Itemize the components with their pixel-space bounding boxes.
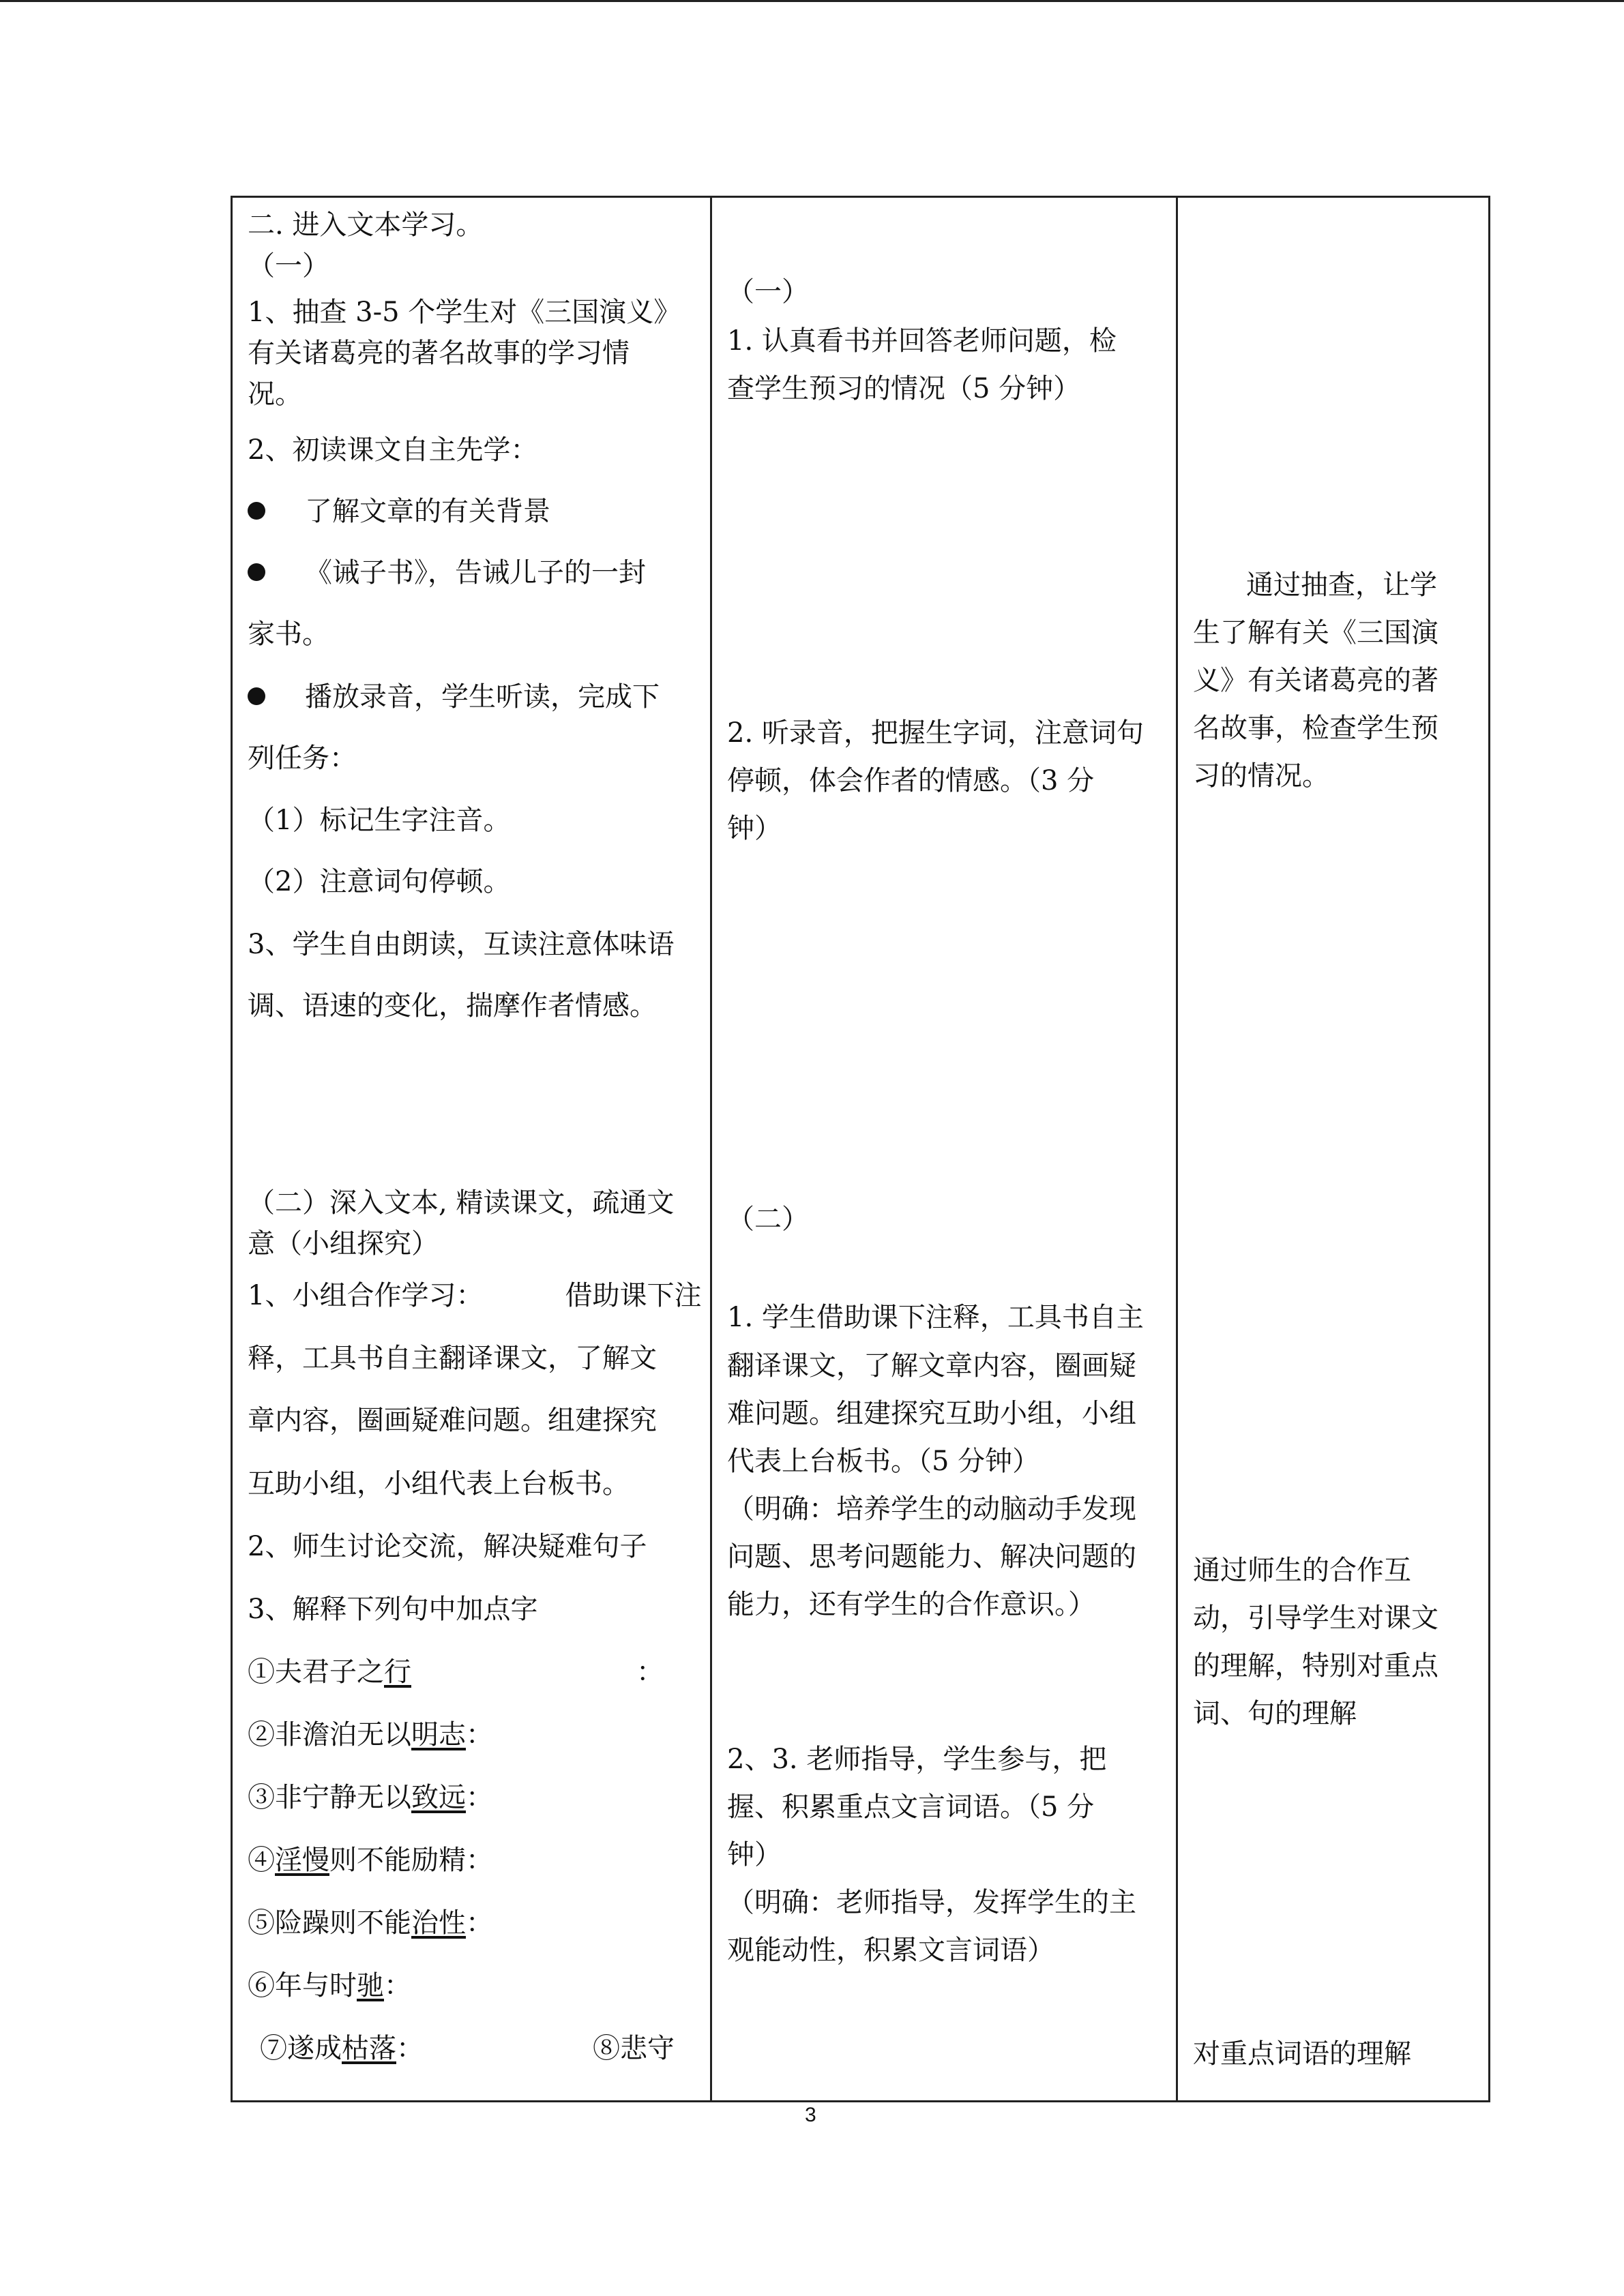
text-line: 互助小组，小组代表上台板书。 (248, 1468, 630, 1500)
table-row (232, 197, 1490, 2102)
text-line: 难问题。组建探究互助小组，小组 (727, 1398, 1136, 1429)
page-number: 3 (805, 2104, 816, 2126)
text-line: 1、小组合作学习： 借助课下注 (248, 1280, 702, 1311)
text-line: 义》有关诸葛亮的著 (1193, 665, 1438, 696)
text-line: 问题、思考问题能力、解决问题的 (727, 1541, 1136, 1572)
text-line: 生了解有关《三国演 (1193, 617, 1438, 648)
subsection-label: （二） (727, 1204, 809, 1235)
text-line: 列任务： (248, 743, 357, 774)
text-line: （2）注意词句停顿。 (248, 866, 511, 897)
exercise-item: ①夫君子之行 ： (248, 1656, 664, 1688)
text-line: 1. 认真看书并回答老师问题，检 (727, 325, 1117, 357)
text-line: 1、抽查 3-5 个学生对《三国演义》 (248, 297, 681, 328)
exercise-item: ⑤险躁则不能治性： (248, 1907, 493, 1939)
text-line: 查学生预习的情况（5 分钟） (727, 373, 1081, 404)
bullet-icon (248, 563, 265, 581)
text-line: 词、句的理解 (1193, 1698, 1357, 1729)
text-line: 握、积累重点文言词语。（5 分 (727, 1791, 1095, 1823)
text-line: 对重点词语的理解 (1193, 2038, 1411, 2070)
text-line: （明确：老师指导，发挥学生的主 (727, 1887, 1136, 1918)
text-line: 动，引导学生对课文 (1193, 1602, 1438, 1634)
subsection-label: （一） (248, 250, 329, 282)
text-line: 有关诸葛亮的著名故事的学习情 (248, 338, 630, 369)
text-line: （明确：培养学生的动脑动手发现 (727, 1493, 1136, 1525)
text-line: 通过抽查，让学 (1246, 569, 1437, 601)
text-line: 3、解释下列句中加点字 (248, 1594, 538, 1625)
exercise-item: ⑥年与时驰： (248, 1970, 411, 2001)
text-line: 习的情况。 (1193, 760, 1329, 792)
bullet-icon (248, 502, 265, 520)
design-intent-cell (1177, 197, 1490, 2102)
student-activity-cell (711, 197, 1177, 2102)
text-line: 停顿，体会作者的情感。（3 分 (727, 765, 1095, 796)
exercise-item: ⑦遂成枯落： ⑧悲守 (260, 2033, 675, 2064)
exercise-item: ②非澹泊无以明志： (248, 1719, 493, 1750)
teacher-activity-cell (232, 197, 711, 2102)
top-border-line (0, 0, 1624, 2)
text-line: 2、初读课文自主先学： (248, 434, 538, 466)
exercise-item: ③非宁静无以致远： (248, 1782, 493, 1813)
text-line: 代表上台板书。（5 分钟） (727, 1446, 1040, 1477)
bullet-item: 播放录音，学生听读，完成下 (248, 683, 660, 711)
text-line: 钟） (727, 813, 782, 844)
bullet-item: 了解文章的有关背景 (248, 498, 550, 525)
text-line: （1）标记生字注音。 (248, 805, 511, 836)
lesson-plan-table (231, 196, 1490, 2102)
text-line: 释，工具书自主翻译课文，了解文 (248, 1343, 657, 1374)
text-line: （二）深入文本, 精读课文，疏通文 (248, 1187, 675, 1219)
text-line: 家书。 (248, 618, 329, 650)
subsection-label: （一） (727, 276, 809, 308)
section-heading: 二. 进入文本学习。 (248, 209, 484, 241)
text-line: 1. 学生借助课下注释，工具书自主 (727, 1302, 1144, 1333)
text-line: 通过师生的合作互 (1193, 1555, 1411, 1586)
text-line: 2. 听录音，把握生字词，注意词句 (727, 717, 1144, 749)
text-line: 意（小组探究） (248, 1228, 439, 1259)
text-line: 3、学生自由朗读，互读注意体味语 (248, 929, 675, 960)
text-line: 名故事，检查学生预 (1193, 713, 1438, 744)
text-line: 观能动性，积累文言词语） (727, 1935, 1054, 1966)
bullet-icon (248, 687, 265, 705)
text-line: 况。 (248, 378, 302, 410)
exercise-item: ④淫慢则不能励精： (248, 1845, 493, 1876)
text-line: 翻译课文，了解文章内容，圈画疑 (727, 1350, 1136, 1382)
text-line: 的理解，特别对重点 (1193, 1650, 1438, 1682)
text-line: 钟） (727, 1839, 782, 1870)
text-line: 2、师生讨论交流，解决疑难句子 (248, 1531, 647, 1562)
bullet-item: 《诫子书》，告诫儿子的一封 (248, 559, 646, 586)
text-line: 章内容，圈画疑难问题。组建探究 (248, 1405, 657, 1436)
text-line: 调、语速的变化，揣摩作者情感。 (248, 990, 657, 1022)
text-line: 2、3. 老师指导，学生参与，把 (727, 1744, 1107, 1775)
text-line: 能力，还有学生的合作意识。） (727, 1589, 1095, 1620)
